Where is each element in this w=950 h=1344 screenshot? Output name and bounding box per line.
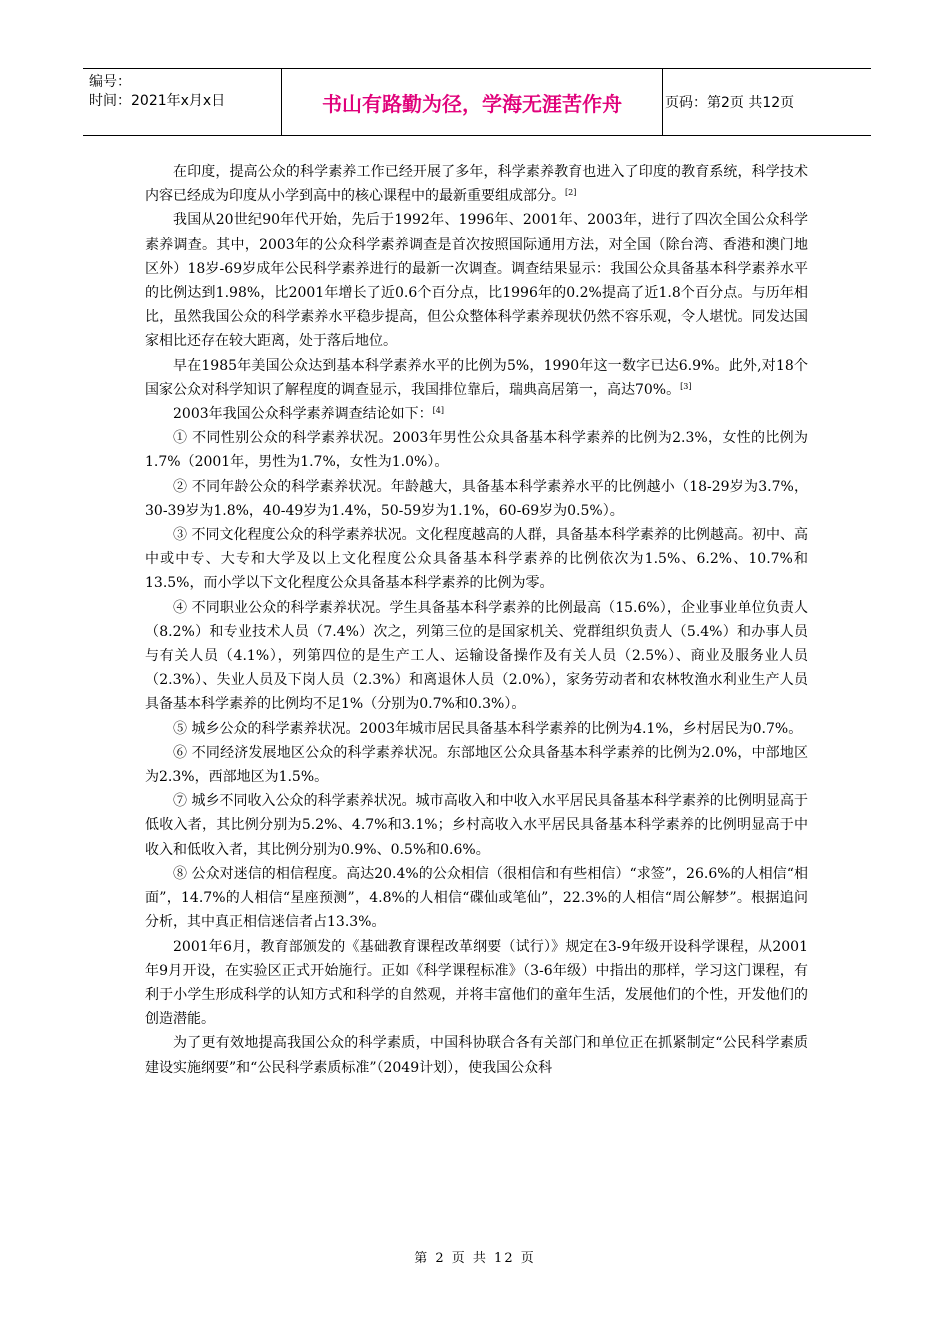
citation-ref: [3] (680, 381, 692, 391)
citation-ref: [4] (432, 406, 444, 416)
list-item: ④ 不同职业公众的科学素养状况。学生具备基本科学素养的比例最高（15.6%），企业事业单位负责人（8.2%）和专业技术人员（7.4%）次之，列第三位的是国家机关、党群组织负责人（5.4%）和办事人员与有关人员（4.1%），列第四位的是生产工人、运输设备操作及有关人员（2.5%）、商业及服务业人员（2.3%）、失业人员及下岗人员（2.3%）和离退休人员（2.0%），家务劳动者和农林牧渔水利业生产人员具备基本科学素养的比例均不足1%（分别为0.7%和0.3%）。 (145, 599, 808, 713)
page-header (83, 68, 871, 136)
list-item: ③ 不同文化程度公众的科学素养状况。文化程度越高的人群，具备基本科学素养的比例越高。初中、高中或中专、大专和大学及以上文化程度公众具备基本科学素养的比例依次为1.5%、6.2%、10.7%和13.5%，而小学以下文化程度公众具备基本科学素养的比例为零。 (145, 527, 808, 592)
doc-code-label: 编号： (89, 74, 131, 90)
list-item: ⑧ 公众对迷信的相信程度。高达20.4%的公众相信（很相信和有些相信）“求签”，26.6%的人相信“相面”，14.7%的人相信“星座预测”，4.8%的人相信“碟仙或笔仙”，22.3%的人相信“周公解梦”。根据追问分析，其中真正相信迷信者占13.3%。 (145, 865, 808, 931)
list-item: ⑥ 不同经济发展地区公众的科学素养状况。东部地区公众具备基本科学素养的比例为2.0%，中部地区为2.3%，西部地区为1.5%。 (145, 744, 808, 786)
paragraph: 2001年6月，教育部颁发的《基础教育课程改革纲要（试行）》规定在3-9年级开设科学课程，从2001年9月开设，在实验区正式开始施行。正如《科学课程标准》（3-6年级）中指出的那样，学习这门课程，有利于小学生形成科学的认知方式和科学的自然观，并将丰富他们的童年生活，发展他们的个性，开发他们的创造潜能。 (145, 938, 808, 1028)
document-body (145, 160, 808, 1080)
header-page-label: 页码：第2页 共12页 (665, 95, 795, 111)
list-item: ⑦ 城乡不同收入公众的科学素养状况。城市高收入和中收入水平居民具备基本科学素养的比例明显高于低收入者，其比例分别为5.2%、4.7%和3.1%；乡村高收入水平居民具备基本科学素养的比例明显高于中收入和低收入者，其比例分别为0.9%、0.5%和0.6%。 (145, 793, 808, 858)
header-motto: 书山有路勤为径，学海无涯苦作舟 (281, 69, 663, 135)
paragraph: 2003年我国公众科学素养调查结论如下：[4] (173, 406, 444, 423)
paragraph: 为了更有效地提高我国公众的科学素质，中国科协联合各有关部门和单位正在抓紧制定“公民科学素质建设实施纲要”和“公民科学素质标准”（2049计划），使我国公众科 (145, 1035, 808, 1076)
list-item: ⑤ 城乡公众的科学素养状况。2003年城市居民具备基本科学素养的比例为4.1%，乡村居民为0.7%。 (173, 720, 803, 737)
citation-ref: [2] (565, 188, 577, 198)
paragraph: 在印度，提高公众的科学素养工作已经开展了多年，科学素养教育也进入了印度的教育系统，科学技术内容已经成为印度从小学到高中的核心课程中的最新重要组成部分。[2] (145, 164, 808, 205)
doc-date-label: 时间：2021年x月x日 (89, 93, 226, 109)
list-item: ① 不同性别公众的科学素养状况。2003年男性公众具备基本科学素养的比例为2.3%，女性的比例为1.7%（2001年，男性为1.7%，女性为1.0%）。 (145, 430, 808, 471)
header-meta (89, 73, 279, 111)
list-item: ② 不同年龄公众的科学素养状况。年龄越大，具备基本科学素养水平的比例越小（18-29岁为3.7%，30-39岁为1.8%，40-49岁为1.4%，50-59岁为1.1%，60-69岁为0.5%）。 (145, 478, 808, 519)
paragraph: 早在1985年美国公众达到基本科学素养水平的比例为5%，1990年这一数字已达6.9%。此外,对18个国家公众对科学知识了解程度的调查显示，我国排位靠后，瑞典高居第一，高达70%。[3] (145, 357, 808, 398)
paragraph: 我国从20世纪90年代开始，先后于1992年、1996年、2001年、2003年，进行了四次全国公众科学素养调查。其中，2003年的公众科学素养调查是首次按照国际通用方法，对全国（除台湾、香港和澳门地区外）18岁-69岁成年公民科学素养进行的最新一次调查。调查结果显示：我国公众具备基本科学素养水平的比例达到1.98%，比2001年增长了近0.6个百分点，比1996年的0.2%提高了近1.8个百分点。与历年相比，虽然我国公众的科学素养水平稳步提高，但公众整体科学素养现状仍然不容乐观，令人堪忧。同发达国家相比还存在较大距离，处于落后地位。 (145, 212, 808, 350)
page-footer: 第 2 页 共 12 页 (414, 1251, 536, 1266)
